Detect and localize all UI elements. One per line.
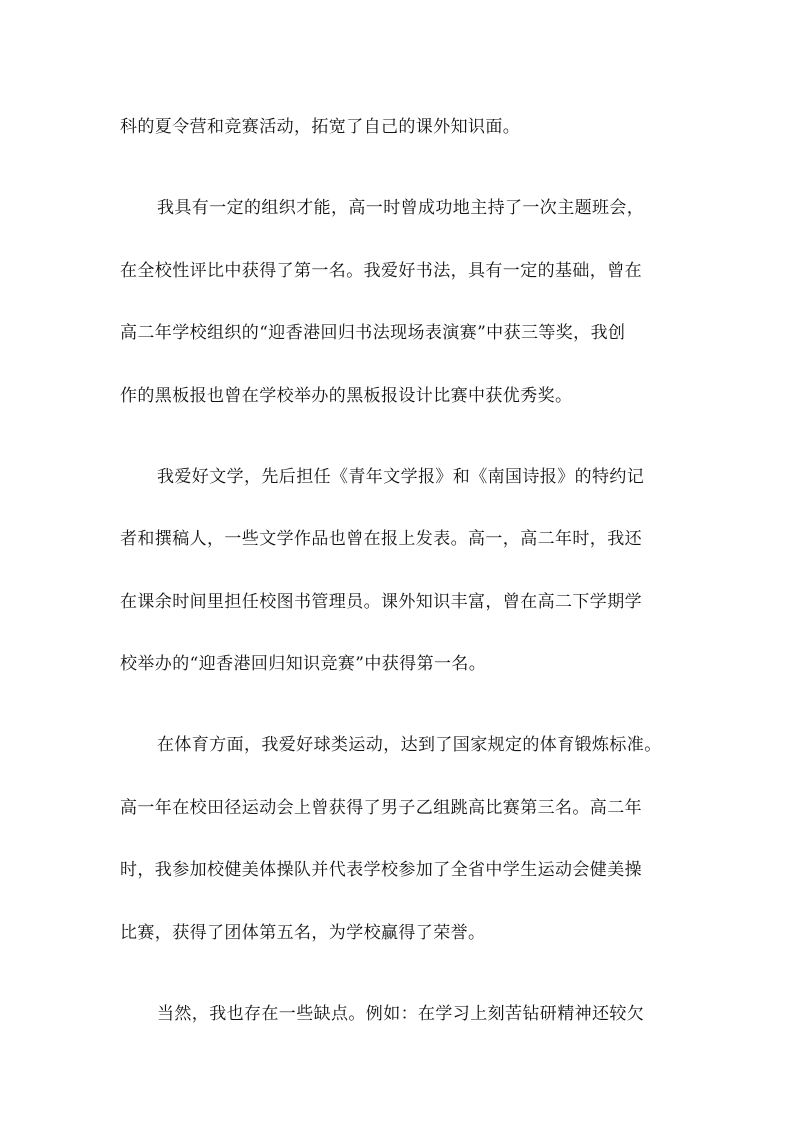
paragraph-4-line-4: 比赛，获得了团体第五名，为学校赢得了荣誉。: [120, 923, 486, 943]
paragraph-2-line-3: 高二年学校组织的“迎香港回归书法现场表演赛”中获三等奖，我创: [120, 323, 626, 343]
paragraph-4-line-1: 在体育方面，我爱好球类运动，达到了国家规定的体育锻炼标准。: [157, 735, 662, 755]
paragraph-4-line-3: 时，我参加校健美体操队并代表学校参加了全省中学生运动会健美操: [120, 860, 642, 880]
paragraph-3-line-3: 在课余时间里担任校图书管理员。课外知识丰富，曾在高二下学期学: [120, 592, 642, 612]
paragraph-2-line-2: 在全校性评比中获得了第一名。我爱好书法，具有一定的基础，曾在: [120, 261, 642, 281]
paragraph-5-line-1: 当然，我也存在一些缺点。例如：在学习上刻苦钻研精神还较欠: [157, 1004, 645, 1024]
paragraph-3-line-1: 我爱好文学，先后担任《青年文学报》和《南国诗报》的特约记: [157, 467, 645, 487]
paragraph-2-line-4: 作的黑板报也曾在学校举办的黑板报设计比赛中获优秀奖。: [120, 386, 573, 406]
text-line-1: 科的夏令营和竞赛活动，拓宽了自己的课外知识面。: [120, 117, 521, 137]
paragraph-2-line-1: 我具有一定的组织才能，高一时曾成功地主持了一次主题班会，: [157, 198, 645, 218]
paragraph-4-line-2: 高一年在校田径运动会上曾获得了男子乙组跳高比赛第三名。高二年: [120, 798, 642, 818]
paragraph-3-line-2: 者和撰稿人，一些文学作品也曾在报上发表。高一，高二年时，我还: [120, 529, 642, 549]
paragraph-3-line-4: 校举办的“迎香港回归知识竞赛”中获得第一名。: [120, 654, 487, 674]
